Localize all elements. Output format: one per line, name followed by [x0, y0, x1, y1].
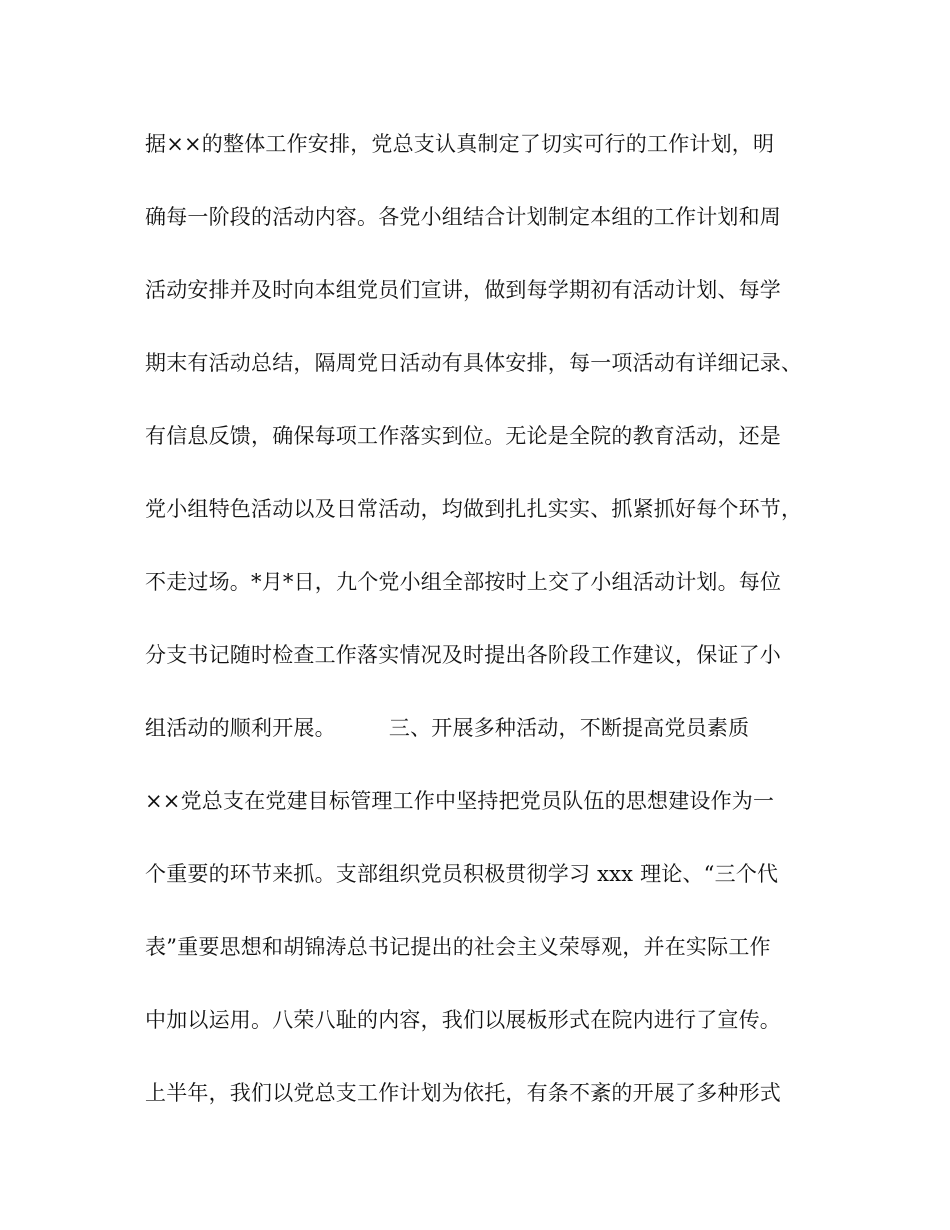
- text-line-1: 据××的整体工作安排，党总支认真制定了切实可行的工作计划，明: [145, 132, 775, 156]
- text-line-10: ××党总支在党建目标管理工作中坚持把党员队伍的思想建设作为一: [145, 789, 775, 813]
- text-line-12: 表”重要思想和胡锦涛总书记提出的社会主义荣辱观，并在实际工作: [145, 935, 771, 959]
- text-line-11: 个重要的环节来抓。支部组织党员积极贯彻学习 xxx 理论、“三个代: [145, 862, 779, 886]
- text-line-7: 不走过场。*月*日，九个党小组全部按时上交了小组活动计划。每位: [145, 570, 782, 594]
- text-line-2: 确每一阶段的活动内容。各党小组结合计划制定本组的工作计划和周: [145, 205, 781, 229]
- text-line-8: 分支书记随时检查工作落实情况及时提出各阶段工作建议，保证了小: [145, 643, 781, 667]
- text-line-5: 有信息反馈，确保每项工作落实到位。无论是全院的教育活动，还是: [145, 424, 781, 448]
- text-line-14: 上半年，我们以党总支工作计划为依托，有条不紊的开展了多种形式: [145, 1081, 781, 1105]
- text-line-6: 党小组特色活动以及日常活动，均做到扎扎实实、抓紧抓好每个环节，: [145, 497, 803, 521]
- text-line-3: 活动安排并及时向本组党员们宣讲，做到每学期初有活动计划、每学: [145, 278, 781, 302]
- text-line-4: 期末有活动总结，隔周党日活动有具体安排，每一项活动有详细记录、: [145, 351, 803, 375]
- text-line-9: 组活动的顺利开展。 三、开展多种活动，不断提高党员素质: [145, 716, 750, 740]
- text-line-13: 中加以运用。八荣八耻的内容，我们以展板形式在院内进行了宣传。: [145, 1008, 781, 1032]
